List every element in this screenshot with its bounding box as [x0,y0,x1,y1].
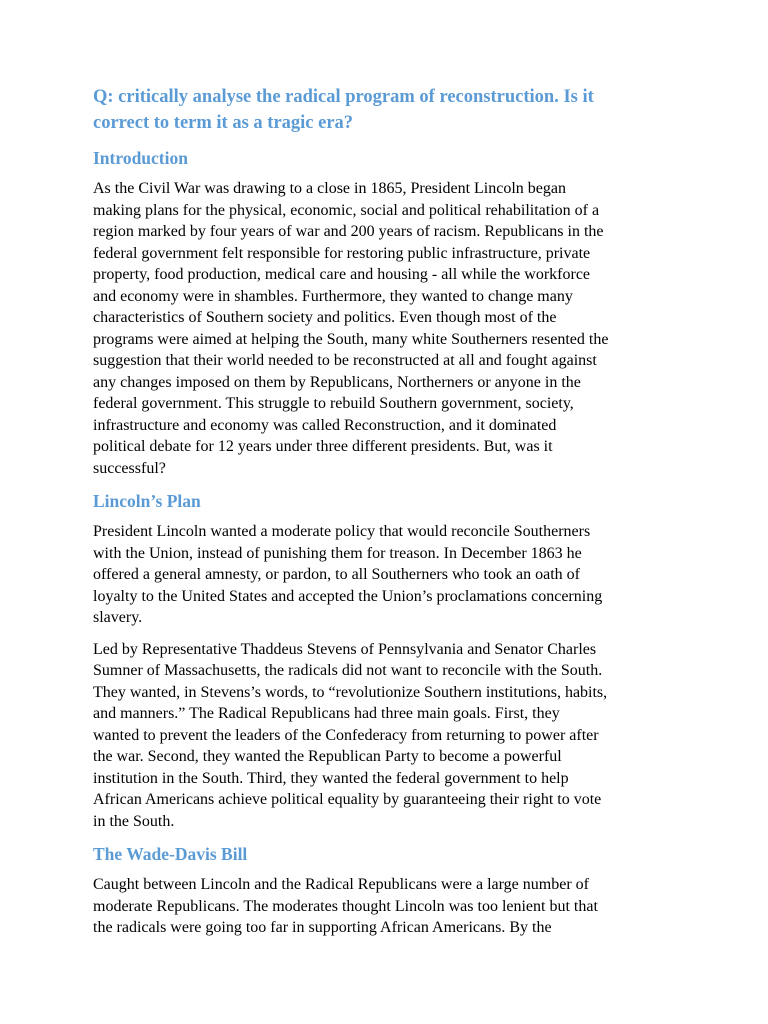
paragraph-wade-davis [93,874,683,939]
paragraph-line: successful? [93,459,166,477]
paragraph-line: Led by Representative Thaddeus Stevens of Pennsylvania and Senator Charles [93,640,597,658]
paragraph-line: with the Union, instead of punishing them for treason. In December 1863 he [93,544,582,562]
paragraph-line: wanted to prevent the leaders of the Confederacy from returning to power after [93,726,599,744]
paragraph-line: and economy were in shambles. Furthermore, they wanted to change many [93,287,573,305]
paragraph-line: region marked by four years of war and 200 years of racism. Republicans in the [93,223,604,240]
paragraph-line: Sumner of Massachusetts, the radicals did not want to reconcile with the South. [93,662,603,679]
paragraph-line: They wanted, in Stevens’s words, to “revolutionize Southern institutions, habits, [93,683,608,701]
paragraph-line: President Lincoln wanted a moderate policy that would reconcile Southerners [93,523,591,540]
section-heading-wade-davis-bill: The Wade-Davis Bill [93,844,248,864]
paragraph-line: federal government felt responsible for restoring public infrastructure, private [93,244,591,262]
paragraph-line: the radicals were going too far in supporting African Americans. By the [93,919,552,936]
document-page [93,84,683,949]
paragraph-line: institution in the South. Third, they wanted the federal government to help [93,769,569,787]
paragraph-line: moderate Republicans. The moderates thought Lincoln was too lenient but that [93,897,598,915]
paragraph-line: programs were aimed at helping the South, many white Southerners resented the [93,330,609,348]
paragraph-lincolns-plan [93,521,683,629]
section-heading-lincolns-plan: Lincoln’s Plan [93,491,201,511]
paragraph-line: characteristics of Southern society and politics. Even though most of the [93,309,557,326]
paragraph-line: loyalty to the United States and accepted the Union’s proclamations concerning [93,587,603,605]
question-line: correct to term it as a tragic era? [93,113,354,133]
paragraph-line: federal government. This struggle to rebuild Southern government, society, [93,395,574,412]
paragraph-line: making plans for the physical, economic, social and political rehabilitation of a [93,201,600,219]
paragraph-line: African Americans achieve political equality by guaranteeing their right to vote [93,791,602,808]
paragraph-line: property, food production, medical care and housing - all while the workforce [93,266,591,283]
paragraph-line: slavery. [93,609,143,626]
paragraph-radicals [93,639,683,833]
paragraph-line: As the Civil War was drawing to a close in 1865, President Lincoln began [93,180,566,197]
paragraph-line: political debate for 12 years under three different presidents. But, was it [93,438,553,455]
question-line: Q: critically analyse the radical program of reconstruction. Is it [93,87,594,107]
paragraph-line: suggestion that their world needed to be reconstructed at all and fought against [93,352,597,369]
question-title [93,84,683,136]
paragraph-line: and manners.” The Radical Republicans had three main goals. First, they [93,705,560,722]
paragraph-line: in the South. [93,812,175,830]
paragraph-introduction [93,178,683,479]
paragraph-line: any changes imposed on them by Republicans, Northerners or anyone in the [93,373,581,391]
section-heading-introduction: Introduction [93,148,188,168]
paragraph-line: the war. Second, they wanted the Republican Party to become a powerful [93,748,562,765]
paragraph-line: Caught between Lincoln and the Radical Republicans were a large number of [93,876,589,893]
paragraph-line: infrastructure and economy was called Reconstruction, and it dominated [93,416,557,434]
paragraph-line: offered a general amnesty, or pardon, to all Southerners who took an oath of [93,566,580,583]
